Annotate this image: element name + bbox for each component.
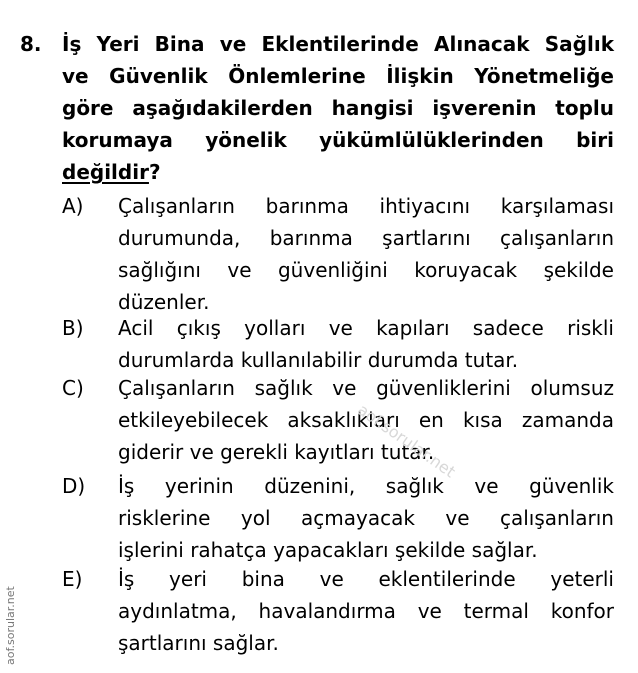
option-letter: C)	[62, 376, 84, 400]
stem-line: İş Yeri Bina ve Eklentilerinde Alınacak Sağlık	[62, 32, 614, 56]
option-line: İş yerinin düzenini, sağlık ve güvenlik	[118, 474, 614, 498]
option-text	[118, 470, 614, 566]
option-text	[118, 563, 614, 659]
stem-line: ve Güvenlik Önlemlerine İlişkin Yönetmeliğe	[62, 64, 614, 88]
option-line: risklerine yol açmayacak ve çalışanların	[118, 506, 614, 530]
option-text	[118, 190, 614, 318]
option-line: düzenler.	[118, 290, 210, 314]
option-letter: B)	[62, 316, 84, 340]
option-text	[118, 312, 614, 376]
option-line: giderir ve gerekli kayıtları tutar.	[118, 440, 435, 464]
stem-line	[62, 156, 614, 188]
option-letter: D)	[62, 474, 86, 498]
option-line: aydınlatma, havalandırma ve termal konfor	[118, 599, 614, 623]
side-site-label	[3, 565, 19, 665]
stem-line: göre aşağıdakilerden hangisi işverenin toplu	[62, 96, 614, 120]
option-line: Acil çıkış yolları ve kapıları sadece riskli	[118, 316, 614, 340]
option-line: İş yeri bina ve eklentilerinde yeterli	[118, 567, 614, 591]
question-stem	[62, 28, 614, 188]
watermark: aof.sorular.net	[354, 400, 459, 482]
option-line: etkileyebilecek aksaklıkları en kısa zamanda	[118, 408, 614, 432]
stem-emphasis: değildir	[62, 160, 149, 184]
option-line: Çalışanların barınma ihtiyacını karşılaması	[118, 194, 614, 218]
option-line: durumunda, barınma şartlarını çalışanların	[118, 226, 614, 250]
side-site-text: aof.sorular.net	[4, 586, 17, 665]
option-line: şartlarını sağlar.	[118, 631, 279, 655]
option-line: sağlığını ve güvenliğini koruyacak şekilde	[118, 258, 614, 282]
question-number: 8.	[20, 32, 42, 56]
option-line: durumlarda kullanılabilir durumda tutar.	[118, 348, 519, 372]
stem-question-mark: ?	[148, 160, 161, 184]
option-letter: A)	[62, 194, 84, 218]
option-line: Çalışanların sağlık ve güvenliklerini olumsuz	[118, 376, 614, 400]
option-line: işlerini rahatça yapacakları şekilde sağlar.	[118, 538, 538, 562]
option-letter: E)	[62, 567, 83, 591]
stem-line: korumaya yönelik yükümlülüklerinden biri	[62, 128, 614, 152]
